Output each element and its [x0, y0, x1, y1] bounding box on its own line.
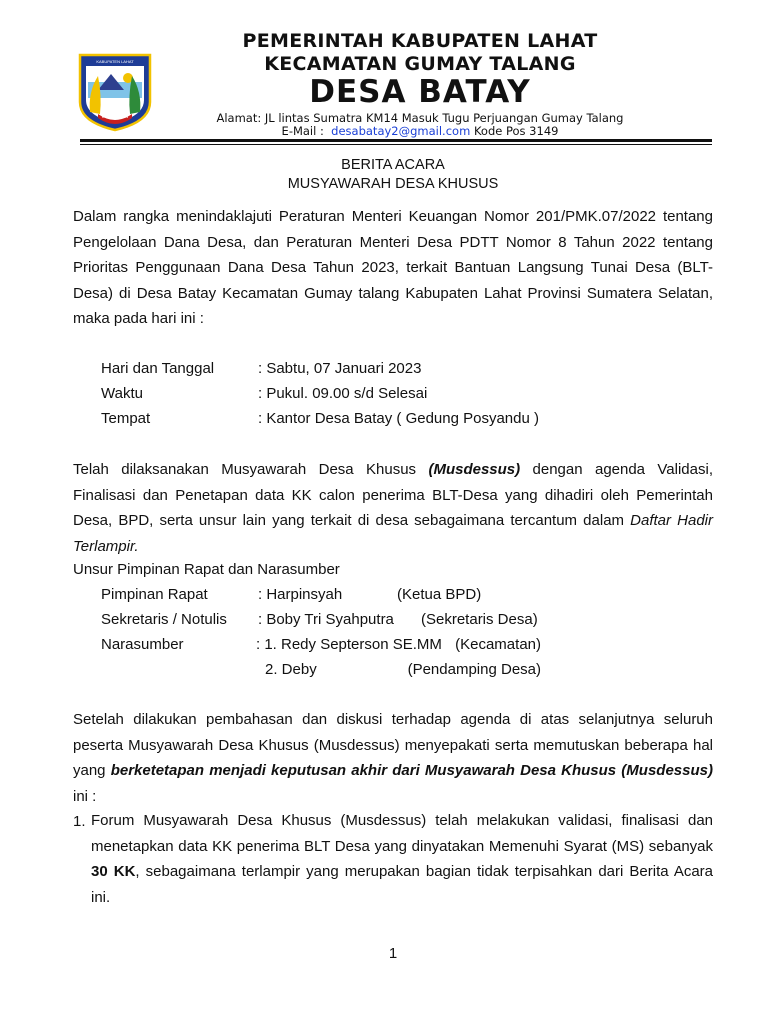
chair-label: Pimpinan Rapat [101, 586, 208, 603]
secretary-role: (Sekretaris Desa) [421, 611, 538, 628]
decision-text-1: Forum Musyawarah Desa Khusus (Musdessus) telah melakukan validasi, finalisasi dan menetapkan data KK penerima BLT Desa yang dinyatakan Memenuhi Syarat (MS) sebanyak [91, 812, 713, 855]
decision-number: 1. [73, 813, 86, 830]
header-divider-thin [80, 144, 712, 145]
secretary-label: Sekretaris / Notulis [101, 611, 227, 628]
detail-label-date: Hari dan Tanggal [101, 360, 215, 377]
detail-value-time: : Pukul. 09.00 s/d Selesai [258, 385, 428, 402]
speaker1-role: (Kecamatan) [455, 636, 541, 653]
decision-count: 30 KK [91, 863, 136, 880]
intro-paragraph: Dalam rangka menindaklajuti Peraturan Menteri Keuangan Nomor 201/PMK.07/2022 tentang Pengelolaan Dana Desa, dan Peraturan Menteri Desa PDTT Nomor 8 Tahun 2022 tentang Prioritas Penggunaan Dana Desa Tahun 2023, terkait Bantuan Langsung Tunai Desa (BLT-Desa) di Desa Batay Kecamatan Gumay talang Kabupaten Lahat Provinsi Sumatera Selatan, maka pada hari ini : [73, 208, 713, 327]
document-title: BERITA ACARA [341, 157, 445, 173]
secretary-name: : Boby Tri Syahputra [258, 611, 394, 628]
detail-label-time: Waktu [101, 385, 143, 402]
leaders-heading: Unsur Pimpinan Rapat dan Narasumber [73, 561, 340, 578]
executed-paragraph [73, 457, 713, 559]
detail-value-date: : Sabtu, 07 Januari 2023 [258, 360, 422, 377]
email-link[interactable]: desabatay2@gmail.com [331, 124, 471, 138]
detail-value-place: : Kantor Desa Batay ( Gedung Posyandu ) [258, 410, 539, 427]
email-label: E-Mail : [281, 124, 324, 138]
header-divider-thick [80, 139, 712, 142]
page-number: 1 [388, 945, 398, 962]
executed-attendance: Daftar Hadir Terlampir. [73, 512, 713, 555]
discussion-text-2: ini : [73, 787, 97, 805]
executed-musdessus: (Musdessus) [428, 461, 521, 478]
logo-top-text: KABUPATEN LAHAT [96, 59, 134, 64]
document-subtitle: MUSYAWARAH DESA KHUSUS [287, 176, 499, 192]
header-contact [170, 124, 670, 138]
speaker1-name: : 1. Redy Septerson SE.MM [256, 636, 442, 653]
header-district: KECAMATAN GUMAY TALANG [264, 53, 576, 75]
executed-text-2: dengan agenda Validasi, Finalisasi dan Penetapan data KK calon penerima BLT-Desa yang dihadiri oleh Pemerintah Desa, BPD, serta unsur lain yang terkait di desa sebagaimana tercantum dalam [73, 461, 713, 529]
postal-code: Kode Pos 3149 [473, 124, 559, 138]
chair-name: : Harpinsyah [258, 586, 343, 603]
chair-role: (Ketua BPD) [397, 586, 482, 603]
speaker-label: Narasumber [101, 636, 184, 653]
decision-item [91, 808, 713, 910]
speaker2-name: 2. Deby [265, 661, 317, 678]
header-address: Alamat: JL lintas Sumatra KM14 Masuk Tugu Perjuangan Gumay Talang [216, 111, 624, 125]
discussion-decision: berketetapan menjadi keputusan akhir dari Musyawarah Desa Khusus (Musdessus) [110, 762, 713, 779]
executed-text-1: Telah dilaksanakan Musyawarah Desa Khusus [73, 461, 429, 478]
speaker2-role: (Pendamping Desa) [407, 661, 541, 678]
detail-label-place: Tempat [101, 410, 151, 427]
logo-bottom-text: BUMI SERASAN [101, 115, 129, 119]
header-village: DESA BATAY [309, 74, 531, 110]
discussion-text-1: Setelah dilakukan pembahasan dan diskusi terhadap agenda di atas selanjutnya seluruh peserta Musyawarah Desa Khusus (Musdessus) menyepakati serta memutuskan beberapa hal yang [73, 711, 713, 779]
discussion-paragraph [73, 707, 713, 809]
district-logo [76, 52, 154, 132]
decision-text-2: , sebagaimana terlampir yang merupakan bagian tidak terpisahkan dari Berita Acara ini. [91, 863, 713, 906]
header-government: PEMERINTAH KABUPATEN LAHAT [242, 30, 598, 52]
